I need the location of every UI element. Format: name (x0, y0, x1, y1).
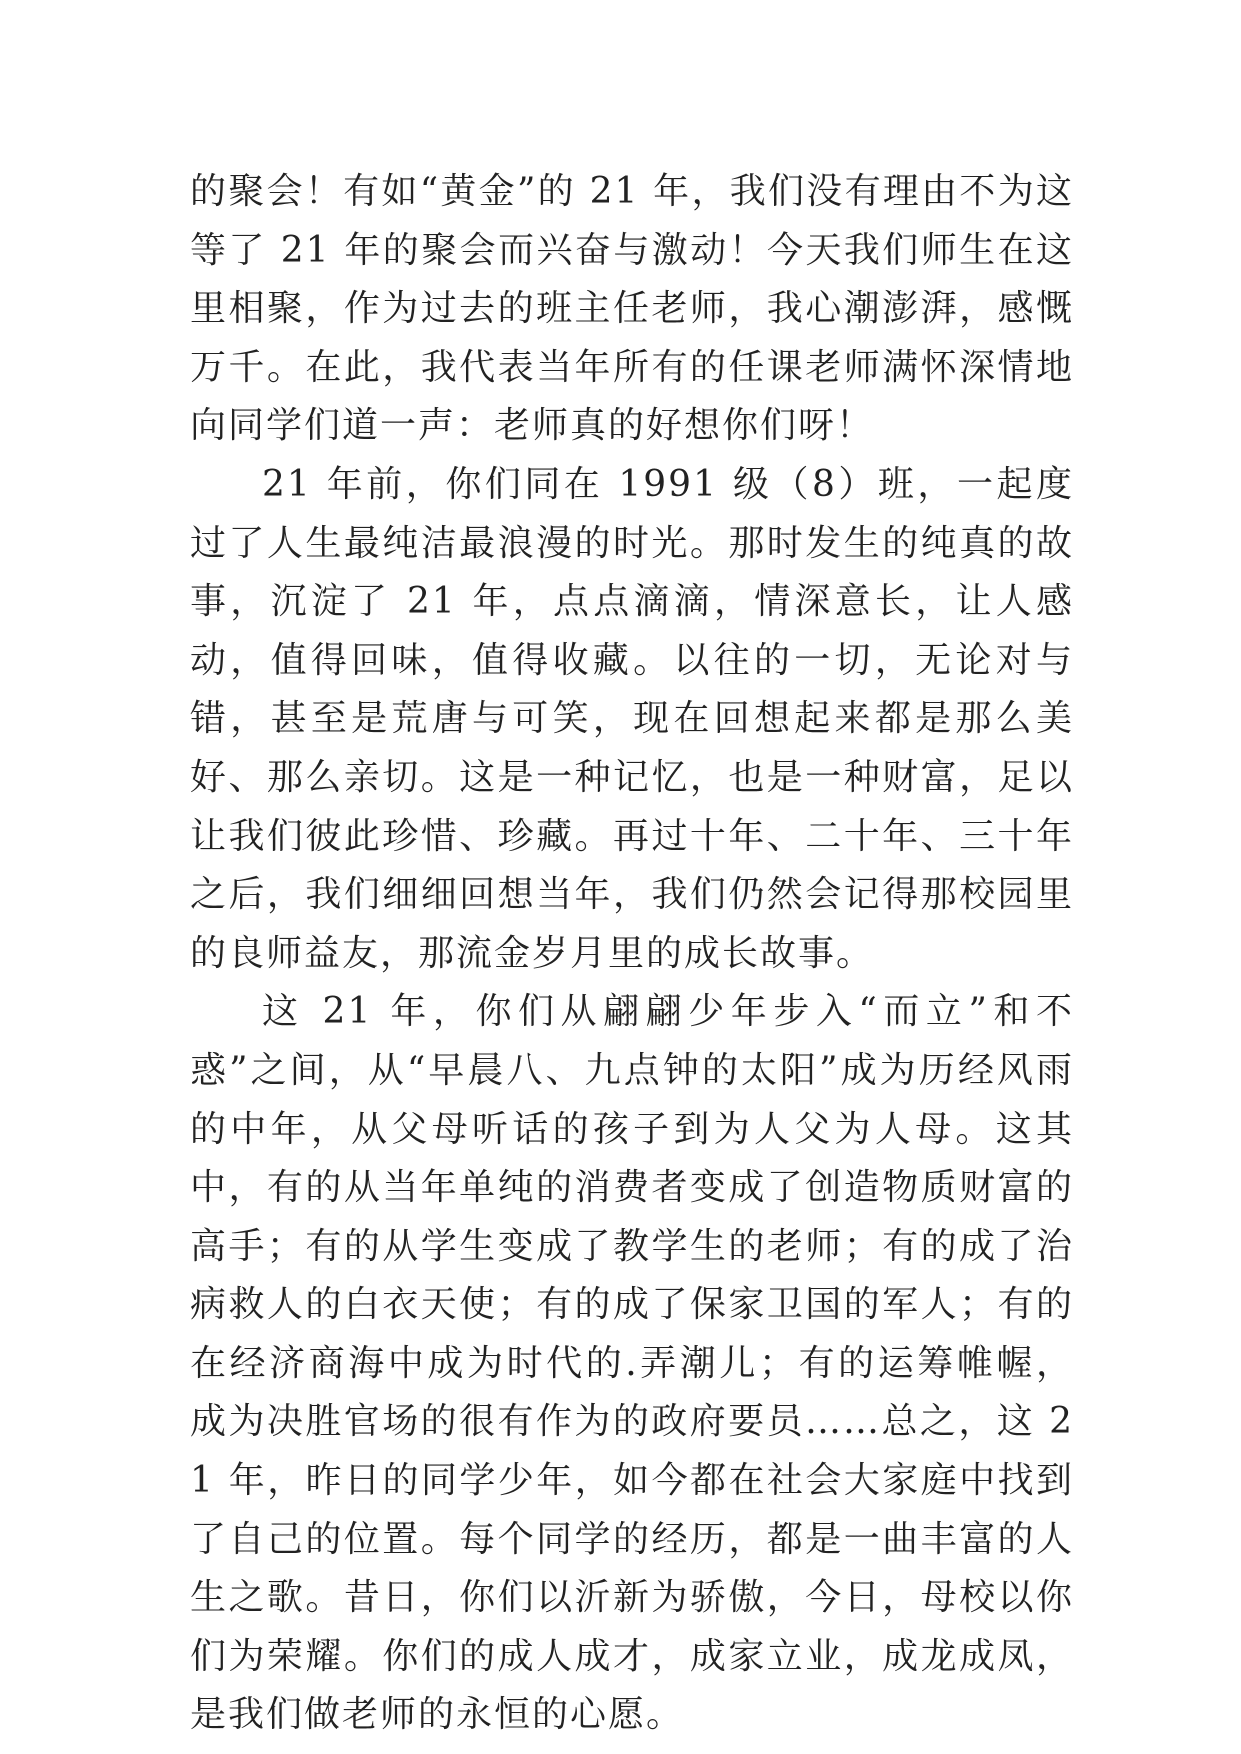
paragraph-1: 的聚会！有如“黄金”的 21 年，我们没有理由不为这等了 21 年的聚会而兴奋与激动！今天我们师生在这里相聚，作为过去的班主任老师，我心潮澎湃，感慨万千。在此，我代表当年所有的任课老师满怀深情地向同学们道一声：老师真的好想你们呀！ (190, 171, 1074, 447)
paragraph-2: 21 年前，你们同在 1991 级（8）班，一起度过了人生最纯洁最浪漫的时光。那时发生的纯真的故事，沉淀了 21 年，点点滴滴，情深意长，让人感动，值得回味，值得收藏。以往的一切，无论对与错，甚至是荒唐与可笑，现在回想起来都是那么美好、那么亲切。这是一种记忆，也是一种财富，足以让我们彼此珍惜、珍藏。再过十年、二十年、三十年之后，我们细细回想当年，我们仍然会记得那校园里的良师益友，那流金岁月里的成长故事。 (190, 463, 1074, 974)
paragraph-3: 这 21 年，你们从翩翩少年步入“而立”和不惑”之间，从“早晨八、九点钟的太阳”成为历经风雨的中年，从父母听话的孩子到为人父为人母。这其中，有的从当年单纯的消费者变成了创造物质财富的高手；有的从学生变成了教学生的老师；有的成了治病救人的白衣天使；有的成了保家卫国的军人；有的在经济商海中成为时代的.弄潮儿；有的运筹帷幄，成为决胜官场的很有作为的政府要员……总之，这 21 年，昨日的同学少年，如今都在社会大家庭中找到了自己的位置。每个同学的经历，都是一曲丰富的人生之歌。昔日，你们以沂新为骄傲，今日，母校以你们为荣耀。你们的成人成才，成家立业，成龙成凤，是我们做老师的永恒的心愿。 (190, 991, 1074, 1736)
document-body (190, 163, 1074, 1745)
